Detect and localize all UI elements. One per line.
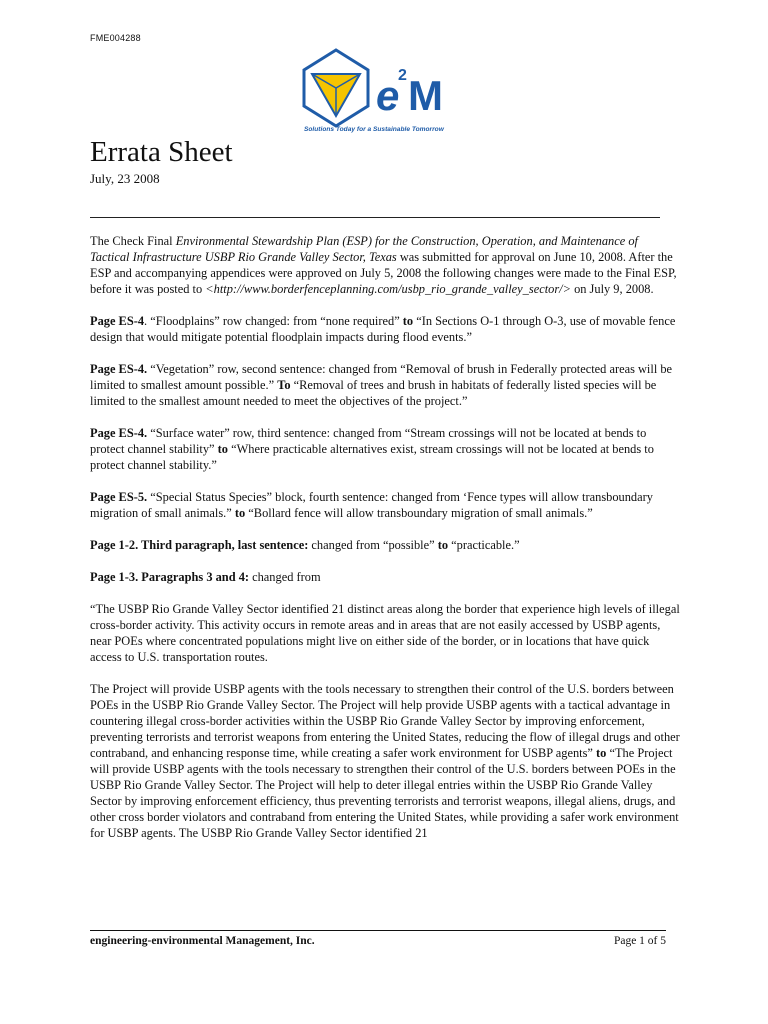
change-to-text: “practicable.” (448, 538, 520, 552)
document-date: July, 23 2008 (90, 171, 160, 186)
change-item (90, 425, 680, 473)
change-to-text: “Where practicable alternatives exist, stream crossings will not be located at bends to protect channel stability.” (90, 442, 654, 472)
change-to-text: “In Sections O-1 through O-3, use of movable fence design that would mitigate potential floodplain impacts during flood events.” (90, 314, 676, 344)
change-from-text: “Special Status Species” block, fourth sentence: changed from ‘Fence types will allow transboundary migration of small animals.” (90, 490, 653, 520)
logo-e: e (376, 72, 400, 119)
change-label: Page 1-2. Third paragraph, last sentence: (90, 538, 309, 552)
quoted-paragraph-2 (90, 681, 680, 841)
change-label: Page ES-5. (90, 490, 148, 504)
change-item (90, 489, 680, 521)
footer-page-number: Page 1 of 5 (613, 935, 666, 947)
intro-text-2: was submitted for approval on June 10, 2008. After the ESP and accompanying appendices were approved on July 5, 2008 the following changes were made to the Final ESP, before it was posted to (90, 250, 677, 296)
intro-paragraph (90, 233, 680, 297)
quote2-to-word: to (596, 746, 607, 760)
quoted-paragraph-1: “The USBP Rio Grande Valley Sector identified 21 distinct areas along the border that experience high levels of illegal cross-border activity. This activity occurs in remote areas and in areas that are not easily accessed by USBP agents, near POEs where concentrated populations might live on either side of the border, or in locations that have quick access to U.S. transportation routes. (90, 602, 680, 664)
logo-superscript: 2 (398, 67, 407, 84)
change-from-text: changed from (249, 570, 321, 584)
header-divider (90, 217, 660, 218)
change-item (90, 537, 680, 553)
change-to-word: To (277, 378, 291, 392)
footer-divider (90, 930, 666, 931)
change-item (90, 569, 680, 585)
logo-m: M (408, 72, 443, 119)
change-from-text: “Surface water” row, third sentence: changed from “Stream crossings will not be located at bends to protect channel stability” (90, 426, 647, 456)
change-label: Page ES-4 (90, 314, 145, 328)
change-to-text: “Bollard fence will allow transboundary migration of small animals.” (245, 506, 593, 520)
change-from-text: changed from “possible” (308, 538, 438, 552)
intro-doc-title: Environmental Stewardship Plan (ESP) for the Construction, Operation, and Maintenance of Tactical Infrastructure USBP Rio Grande Valley Sector, Texas (90, 234, 638, 264)
page-title: Errata Sheet (90, 136, 233, 168)
intro-text-3: on July 9, 2008. (570, 282, 654, 296)
intro-url-link[interactable]: <http://www.borderfenceplanning.com/usbp_rio_grande_valley_sector/> (205, 282, 571, 296)
intro-text-1: The Check Final (90, 234, 176, 248)
quote2-to-text: “The Project will provide USBP agents with the tools necessary to strengthen their control of the U.S. borders between POEs in the USBP Rio Grande Valley Sector. The Project will help to deter illegal entries within the USBP Rio Grande Valley Sector by improving enforcement efficiency, thus preventing terrorists and terrorist weapons, illegal aliens, drugs, and other cross border violators and contraband from entering the United States, while providing a safer work environment for USBP agents. The USBP Rio Grande Valley Sector identified 21 (90, 746, 679, 840)
change-to-word: to (234, 506, 246, 520)
change-item (90, 361, 680, 409)
change-label: Page ES-4. (90, 362, 148, 376)
change-to-text: “Removal of trees and brush in habitats of federally listed species will be limited to the smallest amount needed to meet the objectives of the project.” (90, 378, 657, 408)
change-from-text: “Vegetation” row, second sentence: changed from “Removal of brush in Federally protected areas will be limited to smallest amount possible.” (90, 362, 673, 392)
document-id: FME004288 (90, 33, 141, 43)
footer-company: engineering-environmental Management, Inc. (90, 935, 315, 947)
change-from-text: . “Floodplains” row changed: from “none required” (144, 314, 403, 328)
change-to-word: to (402, 314, 414, 328)
change-label: Page 1-3. Paragraphs 3 and 4: (90, 570, 250, 584)
change-to-word: to (217, 442, 228, 456)
change-item (90, 313, 680, 345)
logo-tagline: Solutions Today for a Sustainable Tomorrow (304, 126, 444, 133)
document-body (90, 233, 680, 857)
change-label: Page ES-4. (90, 426, 148, 440)
quote2-from-text: The Project will provide USBP agents with the tools necessary to strengthen their control of the U.S. borders between POEs in the USBP Rio Grande Valley Sector. The Project will help provide USBP agents with a tactical advantage in countering illegal cross-border activities within the USBP Rio Grande Valley Sector by improving enforcement, preventing terrorists and terrorist weapons from entering the United States, reducing the flow of illegal drugs and other contraband, and enhancing response time, while creating a safer work environment for USBP agents” (90, 682, 680, 760)
change-to-word: to (437, 538, 449, 552)
